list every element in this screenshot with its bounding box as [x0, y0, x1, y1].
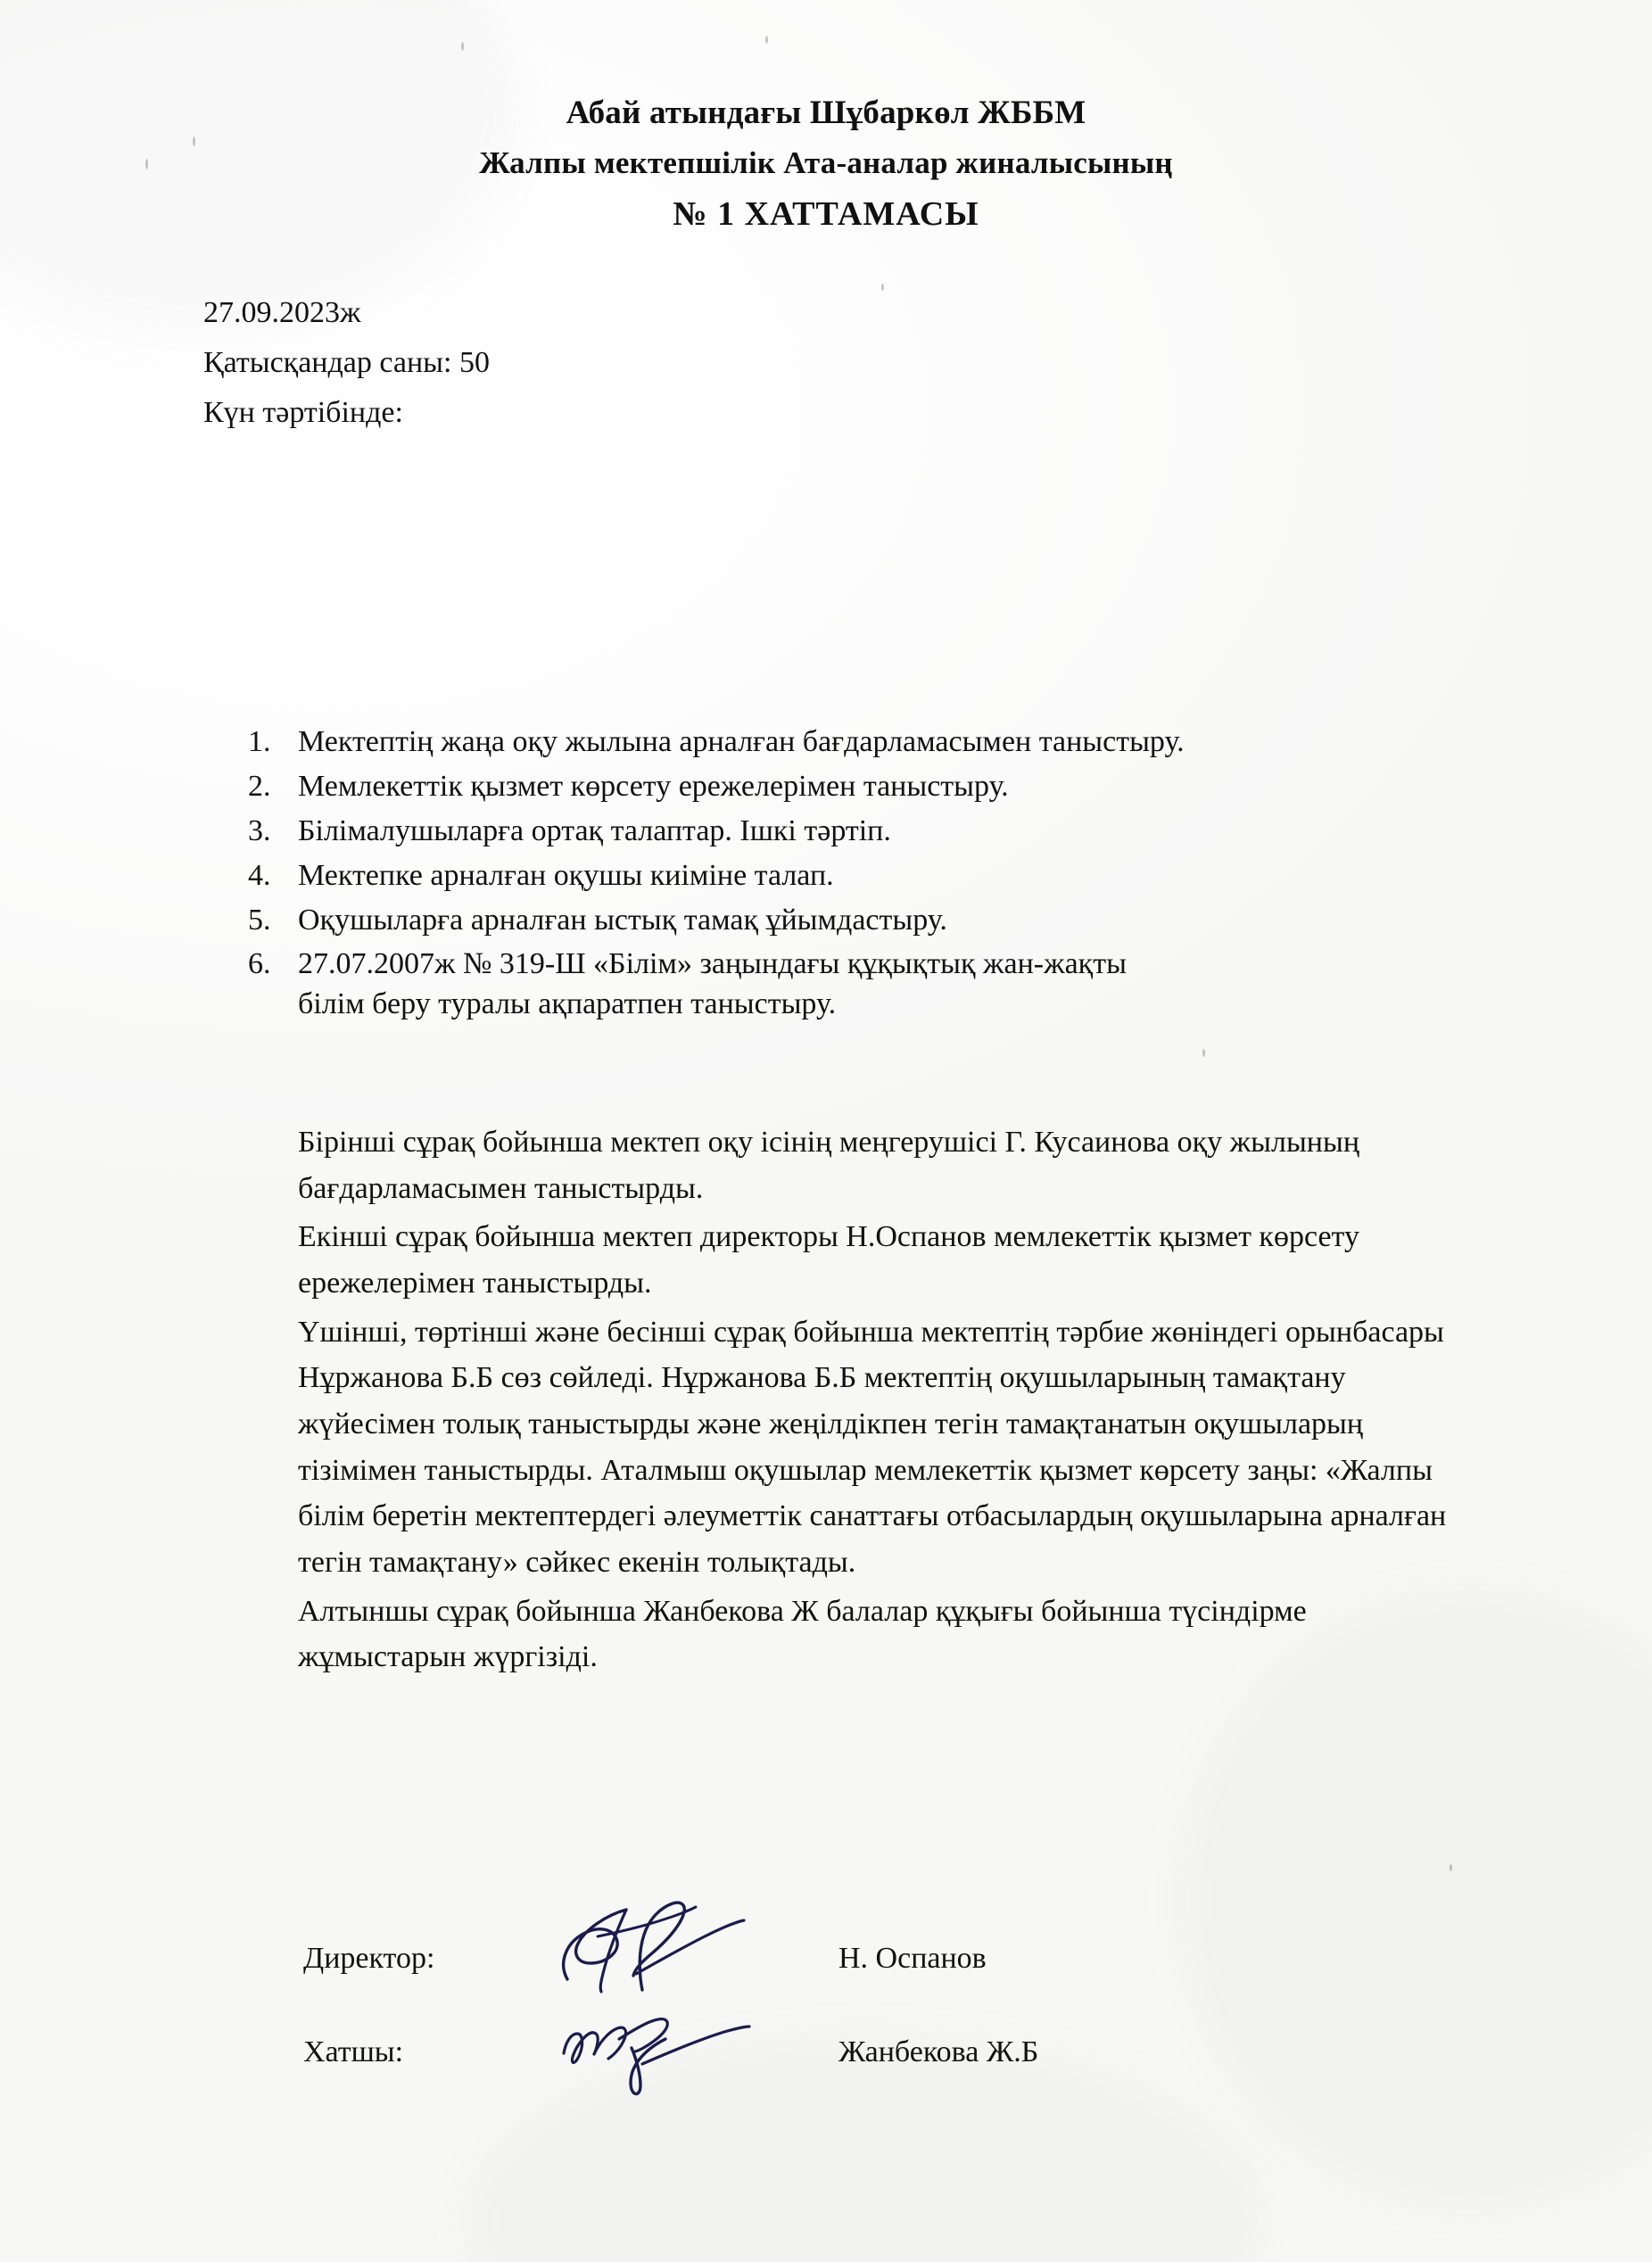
list-item-number: 5. [248, 903, 271, 937]
document-title [0, 94, 1652, 132]
attendance-count: Қатысқандар саны: 50 [203, 346, 490, 379]
meeting-name: Жалпы мектепшілік Ата-аналар жиналысының [479, 145, 1173, 180]
list-item-text: Мектепке арналған оқушы киіміне талап. [298, 858, 834, 892]
paragraph-second-question: Екінші сұрақ бойынша мектеп директоры Н.Оспанов мемлекеттік қызмет көрсету ережелерімен таныстырды. [298, 1220, 1359, 1300]
paragraph-sixth-question: Алтыншы сұрақ бойынша Жанбекова Ж балалар құқығы бойынша түсіндірме жұмыстарын жүргізіді. [298, 1594, 1307, 1674]
scan-speck [1450, 1864, 1452, 1871]
list-item-number: 4. [248, 858, 271, 892]
list-item-line-2: білім беру туралы ақпаратпен таныстыру. [298, 987, 837, 1021]
list-item-number: 2. [248, 769, 271, 803]
list-item [248, 901, 1497, 941]
list-item [248, 945, 1497, 1025]
signature-block [303, 1922, 1284, 2109]
list-item-text [298, 945, 1497, 1025]
scan-speck [881, 284, 884, 291]
document-subtitle [0, 145, 1652, 181]
list-item-text: Білімалушыларға ортақ талаптар. Ішкі тәртіп. [298, 813, 891, 847]
scan-speck [1202, 1049, 1205, 1057]
list-item-number: 1. [248, 725, 271, 758]
agenda-label: Күн тәртібінде: [203, 396, 403, 429]
list-item-text: Оқушыларға арналған ыстық тамақ ұйымдастыру. [298, 903, 947, 937]
list-item-text: Мектептің жаңа оқу жылына арналған бағдарламасымен таныстыру. [298, 725, 1185, 758]
list-item [248, 812, 1497, 852]
minutes-body [298, 1119, 1475, 1683]
school-name: Абай атындағы Шұбаркөл ЖББМ [566, 95, 1086, 131]
signature-role-label: Хатшы: [303, 2035, 404, 2068]
list-item [248, 767, 1497, 807]
scan-speck [765, 36, 768, 44]
list-item-line-1: 27.07.2007ж № 319-Ш «Білім» заңындағы құқықтық жан-жақты [298, 947, 1127, 981]
paragraph-first-question: Бірінші сұрақ бойынша мектеп оқу ісінің меңгерушісі Г. Кусаинова оқу жылының бағдарламасымен таныстырды. [298, 1126, 1360, 1205]
agenda-list [248, 722, 1497, 1029]
handwritten-signature-icon [553, 2003, 812, 2110]
list-item [248, 722, 1497, 763]
meeting-date: 27.09.2023ж [203, 296, 361, 329]
signature-name-secretary: Жанбекова Ж.Б [838, 2035, 1039, 2068]
handwritten-signature-icon [553, 1897, 812, 2004]
paragraph-third-fourth-fifth-question: Үшінші, төртінші және бесінші сұрақ бойынша мектептің тәрбие жөніндегі орынбасары Нұржанова Б.Б сөз сөйледі. Нұржанова Б.Б мектептің оқушыларының тамақтану жүйесімен толық таныстырды және жеңілдікпен тегін тамақтанатын оқушыларың тізімімен таныстырды. Аталмыш оқушылар мемлекеттік қызмет көрсету заңы: «Жалпы білім беретін мектептердегі әлеуметтік санаттағы отбасылардың оқушыларына арналған тегін тамақтану» сәйкес екенін толықтады. [298, 1315, 1447, 1580]
protocol-number-heading [0, 194, 1652, 234]
list-item [248, 856, 1497, 896]
list-item-number: 6. [248, 947, 271, 981]
signature-name-director: Н. Оспанов [838, 1942, 987, 1975]
list-item-text: Мемлекеттік қызмет көрсету ережелерімен таныстыру. [298, 769, 1009, 803]
list-item-number: 3. [248, 813, 271, 847]
signature-row-director [303, 1922, 1284, 2016]
signature-role-label: Директор: [303, 1942, 435, 1975]
scan-speck [461, 42, 464, 51]
signature-row-secretary [303, 2016, 1284, 2109]
protocol-number: № 1 ХАТТАМАСЫ [673, 195, 979, 233]
